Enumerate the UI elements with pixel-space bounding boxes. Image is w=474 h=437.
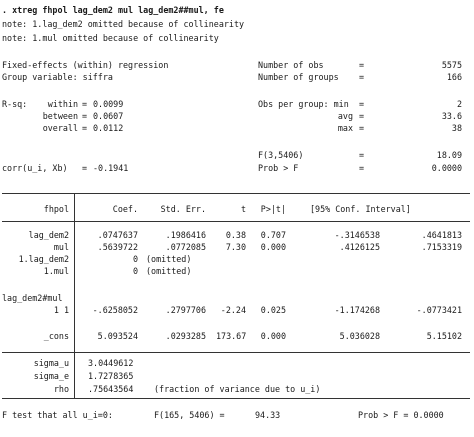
row-coef: .0747637: [97, 230, 138, 240]
row-coef: 5.093524: [97, 331, 138, 341]
col-header-p: P>|t|: [260, 204, 286, 214]
row-se: (omitted): [146, 254, 192, 264]
table-vertical-rule: [74, 193, 75, 398]
sigma-name: sigma_u: [33, 358, 69, 368]
eq-sign: =: [82, 163, 88, 173]
nobs-value: 5575: [441, 60, 462, 70]
eq-sign: =: [82, 111, 88, 121]
row-coef: -.6258052: [92, 305, 138, 315]
sigma-value: 3.0449612: [88, 358, 134, 368]
overall-label: overall: [42, 123, 78, 133]
row-p: 0.000: [260, 331, 286, 341]
corr-label: corr(u_i, Xb): [2, 163, 68, 173]
row-p: 0.707: [260, 230, 286, 240]
eq-sign: =: [359, 111, 365, 121]
row-name: lag_dem2#mul: [2, 293, 63, 303]
within-value: 0.0099: [93, 99, 124, 109]
command-line: . xtreg fhpol lag_dem2 mul lag_dem2##mul, fe: [2, 5, 224, 15]
row-ci-high: -.0773421: [416, 305, 462, 315]
obs-avg-value: 33.6: [441, 111, 462, 121]
within-label: within: [47, 99, 78, 109]
row-coef: 0: [132, 254, 138, 264]
rsq-label: R-sq:: [2, 99, 28, 109]
row-t: 7.30: [225, 242, 246, 252]
col-header-ci: [95% Conf. Interval]: [310, 204, 411, 214]
ngroups-label: Number of groups: [258, 72, 339, 82]
row-ci-low: -.3146538: [334, 230, 380, 240]
row-ci-low: .4126125: [339, 242, 380, 252]
ftest-value: 94.33: [255, 410, 281, 420]
table-bottom-rule: [2, 398, 470, 399]
row-t: -2.24: [220, 305, 246, 315]
between-label: between: [42, 111, 78, 121]
row-ci-high: .7153319: [421, 242, 462, 252]
ftest-prob: Prob > F = 0.0000: [358, 410, 444, 420]
row-se: .2797706: [165, 305, 206, 315]
table-top-rule: [2, 193, 470, 194]
eq-sign: =: [359, 72, 365, 82]
sigma-value: 1.7278365: [88, 371, 134, 381]
ftest-stat: F(165, 5406) =: [154, 410, 225, 420]
sigma-name: sigma_e: [33, 371, 69, 381]
row-ci-high: 5.15102: [426, 331, 462, 341]
eq-sign: =: [359, 123, 365, 133]
row-name: lag_dem2: [28, 230, 69, 240]
table-sigma-rule: [2, 352, 470, 353]
row-se: (omitted): [146, 266, 192, 276]
obs-max-label: max: [337, 123, 353, 133]
note-line-2: note: 1.mul omitted because of collinearity: [2, 33, 219, 43]
group-variable: Group variable: siffra: [2, 72, 113, 82]
row-ci-low: 5.036028: [339, 331, 380, 341]
corr-value: -0.1941: [93, 163, 129, 173]
f-value: 18.09: [436, 150, 462, 160]
sigma-name: rho: [53, 384, 69, 394]
col-header-se: Std. Err.: [160, 204, 206, 214]
overall-value: 0.0112: [93, 123, 124, 133]
between-value: 0.0607: [93, 111, 124, 121]
obs-min-value: 2: [456, 99, 462, 109]
note-line-1: note: 1.lag_dem2 omitted because of collinearity: [2, 19, 245, 29]
sigma-note: (fraction of variance due to u_i): [154, 384, 321, 394]
obs-min-label: Obs per group: min: [258, 99, 349, 109]
row-se: .1986416: [165, 230, 206, 240]
row-name: mul: [53, 242, 69, 252]
row-se: .0293285: [165, 331, 206, 341]
obs-avg-label: avg: [337, 111, 353, 121]
row-se: .0772085: [165, 242, 206, 252]
row-p: 0.025: [260, 305, 286, 315]
obs-max-value: 38: [451, 123, 462, 133]
sigma-value: .75643564: [88, 384, 134, 394]
eq-sign: =: [359, 163, 365, 173]
regression-type: Fixed-effects (within) regression: [2, 60, 169, 70]
row-name: 1 1: [53, 305, 69, 315]
eq-sign: =: [359, 150, 365, 160]
ngroups-value: 166: [446, 72, 462, 82]
row-name: _cons: [43, 331, 69, 341]
eq-sign: =: [359, 60, 365, 70]
row-name: 1.mul: [43, 266, 69, 276]
col-header-coef: Coef.: [112, 204, 138, 214]
probf-label: Prob > F: [258, 163, 299, 173]
row-ci-low: -1.174268: [334, 305, 380, 315]
row-t: 0.38: [225, 230, 246, 240]
row-name: 1.lag_dem2: [18, 254, 69, 264]
row-p: 0.000: [260, 242, 286, 252]
col-header-t: t: [240, 204, 246, 214]
eq-sign: =: [359, 99, 365, 109]
table-header-rule: [2, 221, 470, 222]
f-label: F(3,5406): [258, 150, 304, 160]
eq-sign: =: [82, 123, 88, 133]
probf-value: 0.0000: [431, 163, 462, 173]
nobs-label: Number of obs: [258, 60, 324, 70]
ftest-label: F test that all u_i=0:: [2, 410, 113, 420]
row-coef: 0: [132, 266, 138, 276]
eq-sign: =: [82, 99, 88, 109]
col-header-name: fhpol: [43, 204, 69, 214]
row-t: 173.67: [216, 331, 247, 341]
row-coef: .5639722: [97, 242, 138, 252]
row-ci-high: .4641813: [421, 230, 462, 240]
